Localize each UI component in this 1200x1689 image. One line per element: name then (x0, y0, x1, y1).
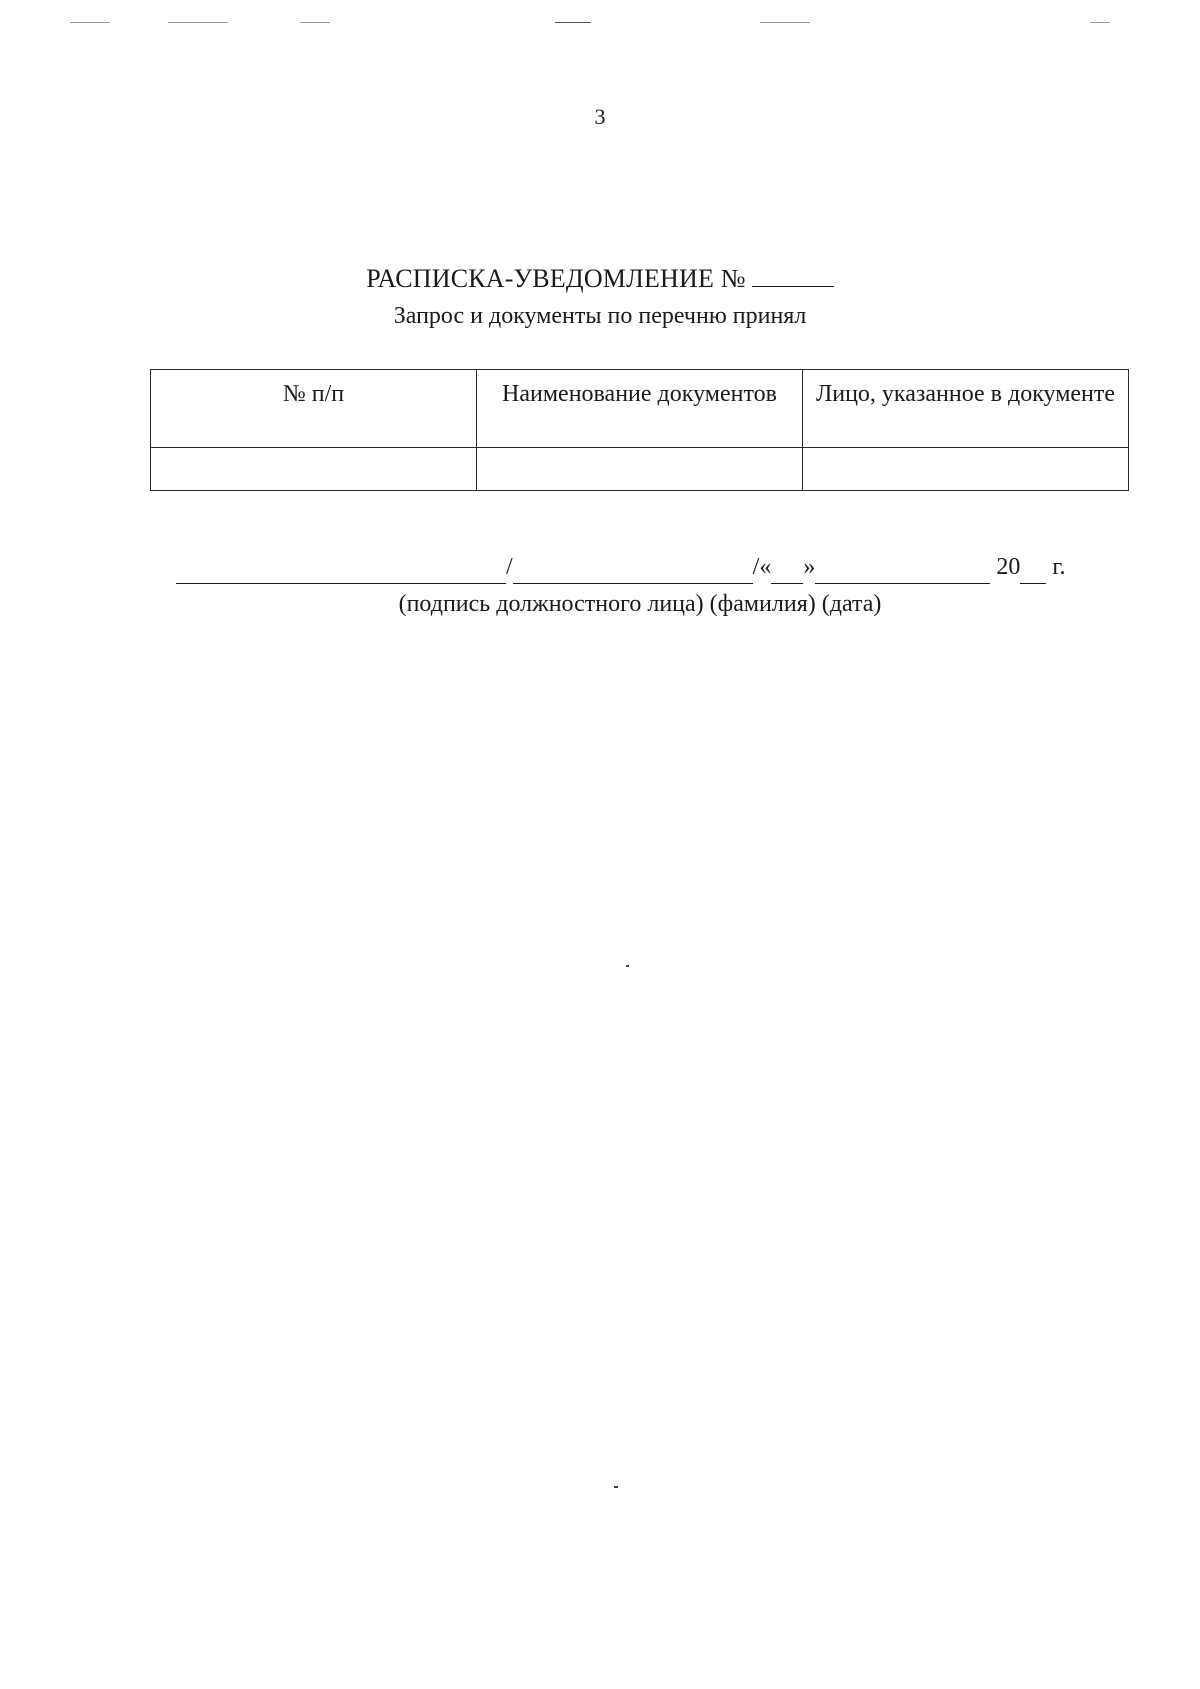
month-blank (815, 557, 990, 584)
table-cell (151, 448, 477, 491)
title-text: РАСПИСКА-УВЕДОМЛЕНИЕ № (366, 264, 746, 293)
surname-separator: / (752, 554, 760, 580)
year-suffix: г. (1052, 554, 1066, 580)
table-header-row (151, 370, 1129, 448)
scan-speck (614, 1486, 618, 1488)
signature-caption: (подпись должностного лица) (фамилия) (дата) (398, 591, 882, 617)
column-header-document-name: Наименование документов (477, 370, 803, 448)
table-cell (477, 448, 803, 491)
surname-blank (513, 557, 753, 584)
scan-speck (70, 22, 110, 23)
column-header-number: № п/п (151, 370, 477, 448)
table-cell (803, 448, 1129, 491)
scan-speck (168, 22, 228, 23)
scan-speck (760, 22, 810, 23)
signature-separator: / (506, 554, 513, 580)
day-blank (771, 557, 803, 584)
column-header-person: Лицо, указанное в документе (803, 370, 1129, 448)
day-quote-close: » (803, 554, 816, 580)
document-subtitle: Запрос и документы по перечню принял (393, 303, 807, 329)
page-number: 3 (594, 104, 606, 129)
table-row (151, 448, 1129, 491)
scan-speck (1090, 22, 1110, 23)
document-title (0, 264, 1200, 294)
signature-blank (176, 557, 506, 584)
scan-speck (555, 22, 591, 23)
receipt-number-blank (752, 266, 834, 287)
day-quote-open: « (759, 554, 772, 580)
documents-table (150, 369, 1129, 491)
scan-speck (626, 965, 629, 967)
year-blank (1020, 557, 1046, 584)
year-prefix: 20 (996, 554, 1021, 580)
signature-line (176, 550, 1106, 584)
scan-speck (300, 22, 330, 23)
